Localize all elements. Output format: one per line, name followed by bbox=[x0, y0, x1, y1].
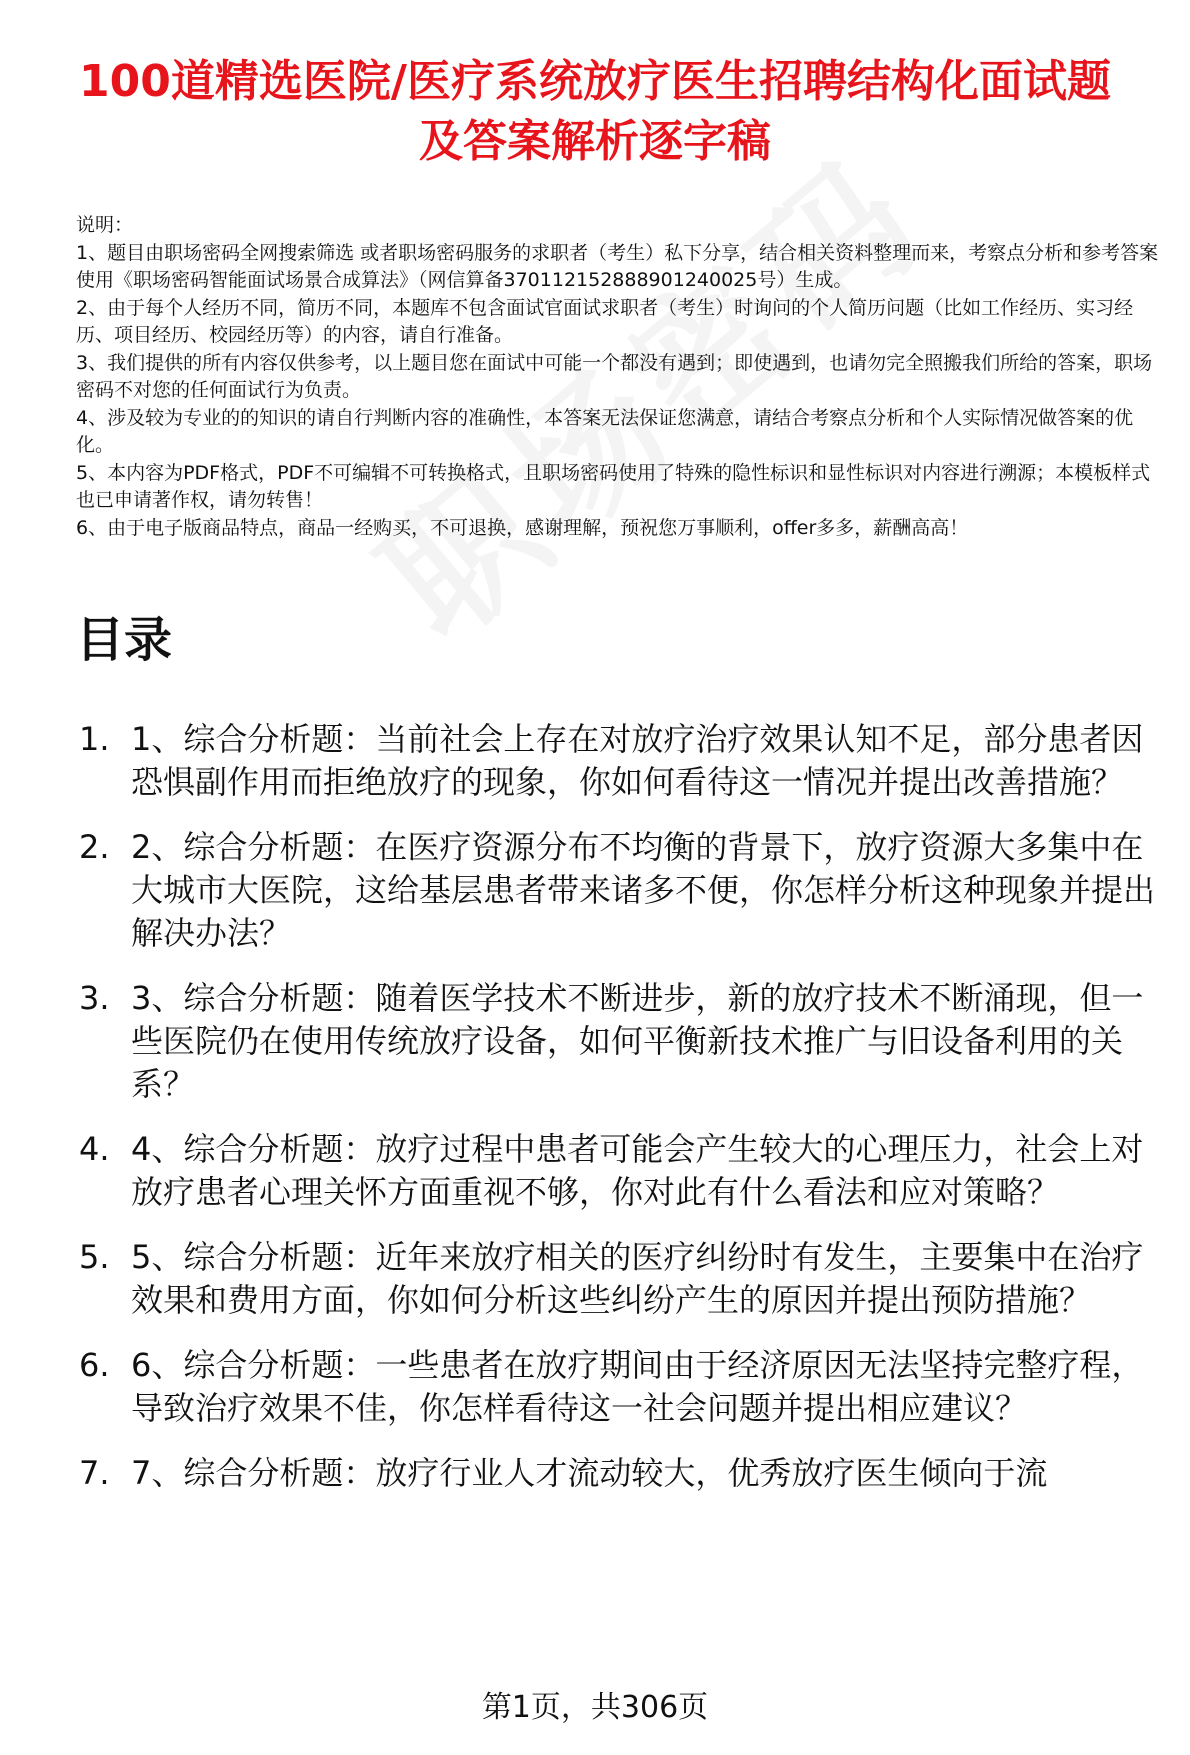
toc-item[interactable] bbox=[76, 718, 1166, 804]
note-item: 1、题目由职场密码全网搜索筛选 或者职场密码服务的求职者（考生）私下分享，结合相关资料整理而来，考察点分析和参考答案使用《职场密码智能面试场景合成算法》（网信算备370112152888901240025号）生成。 bbox=[76, 241, 1159, 291]
toc-item-number: 2. bbox=[79, 828, 110, 866]
toc-item-number: 1. bbox=[79, 720, 110, 758]
toc-item-text: 6、综合分析题：一些患者在放疗期间由于经济原因无法坚持完整疗程，导致治疗效果不佳，你怎样看待这一社会问题并提出相应建议？ bbox=[131, 1346, 1144, 1427]
note-item: 3、我们提供的所有内容仅供参考，以上题目您在面试中可能一个都没有遇到；即使遇到，也请勿完全照搬我们所给的答案，职场密码不对您的任何面试行为负责。 bbox=[76, 351, 1153, 401]
note-item: 6、由于电子版商品特点，商品一经购买，不可退换，感谢理解，预祝您万事顺利，offer多多，薪酬高高！ bbox=[76, 516, 969, 539]
toc-item-number: 3. bbox=[79, 979, 110, 1017]
toc-item[interactable] bbox=[76, 1452, 1166, 1495]
notes-section bbox=[76, 212, 1166, 542]
toc-item-text: 7、综合分析题：放疗行业人才流动较大，优秀放疗医生倾向于流 bbox=[131, 1454, 1048, 1492]
toc-item-number: 6. bbox=[79, 1346, 110, 1384]
toc-item-text: 1、综合分析题：当前社会上存在对放疗治疗效果认知不足，部分患者因恐惧副作用而拒绝放疗的现象，你如何看待这一情况并提出改善措施？ bbox=[131, 720, 1144, 801]
note-item: 5、本内容为PDF格式，PDF不可编辑不可转换格式，且职场密码使用了特殊的隐性标识和显性标识对内容进行溯源；本模板样式也已申请著作权，请勿转售！ bbox=[76, 461, 1151, 511]
toc-item-number: 5. bbox=[79, 1238, 110, 1276]
document-title: 100道精选医院/医疗系统放疗医生招聘结构化面试题及答案解析逐字稿 bbox=[79, 56, 1111, 167]
toc-item-number: 4. bbox=[79, 1130, 110, 1168]
note-item: 4、涉及较为专业的的知识的请自行判断内容的准确性，本答案无法保证您满意，请结合考察点分析和个人实际情况做答案的优化。 bbox=[76, 406, 1134, 456]
toc-item-number: 7. bbox=[79, 1454, 110, 1492]
toc-item[interactable] bbox=[76, 977, 1166, 1106]
toc-item-text: 5、综合分析题：近年来放疗相关的医疗纠纷时有发生，主要集中在治疗效果和费用方面，你如何分析这些纠纷产生的原因并提出预防措施？ bbox=[131, 1238, 1144, 1319]
toc-item[interactable] bbox=[76, 1236, 1166, 1322]
notes-label: 说明： bbox=[76, 214, 134, 236]
toc-item[interactable] bbox=[76, 1344, 1166, 1430]
toc-item-text: 3、综合分析题：随着医学技术不断进步，新的放疗技术不断涌现，但一些医院仍在使用传统放疗设备，如何平衡新技术推广与旧设备利用的关系？ bbox=[131, 979, 1144, 1103]
toc-item-text: 4、综合分析题：放疗过程中患者可能会产生较大的心理压力，社会上对放疗患者心理关怀方面重视不够，你对此有什么看法和应对策略？ bbox=[131, 1130, 1144, 1211]
toc-item[interactable] bbox=[76, 1128, 1166, 1214]
note-item: 2、由于每个人经历不同，简历不同，本题库不包含面试官面试求职者（考生）时询问的个人简历问题（比如工作经历、实习经历、项目经历、校园经历等）的内容，请自行准备。 bbox=[76, 296, 1134, 346]
toc-item-text: 2、综合分析题：在医疗资源分布不均衡的背景下，放疗资源大多集中在大城市大医院，这给基层患者带来诸多不便，你怎样分析这种现象并提出解决办法？ bbox=[131, 828, 1156, 952]
toc-heading: 目录 bbox=[76, 612, 173, 668]
toc-item[interactable] bbox=[76, 826, 1166, 955]
page-footer: 第1页，共306页 bbox=[481, 1690, 709, 1725]
table-of-contents bbox=[76, 718, 1166, 1517]
